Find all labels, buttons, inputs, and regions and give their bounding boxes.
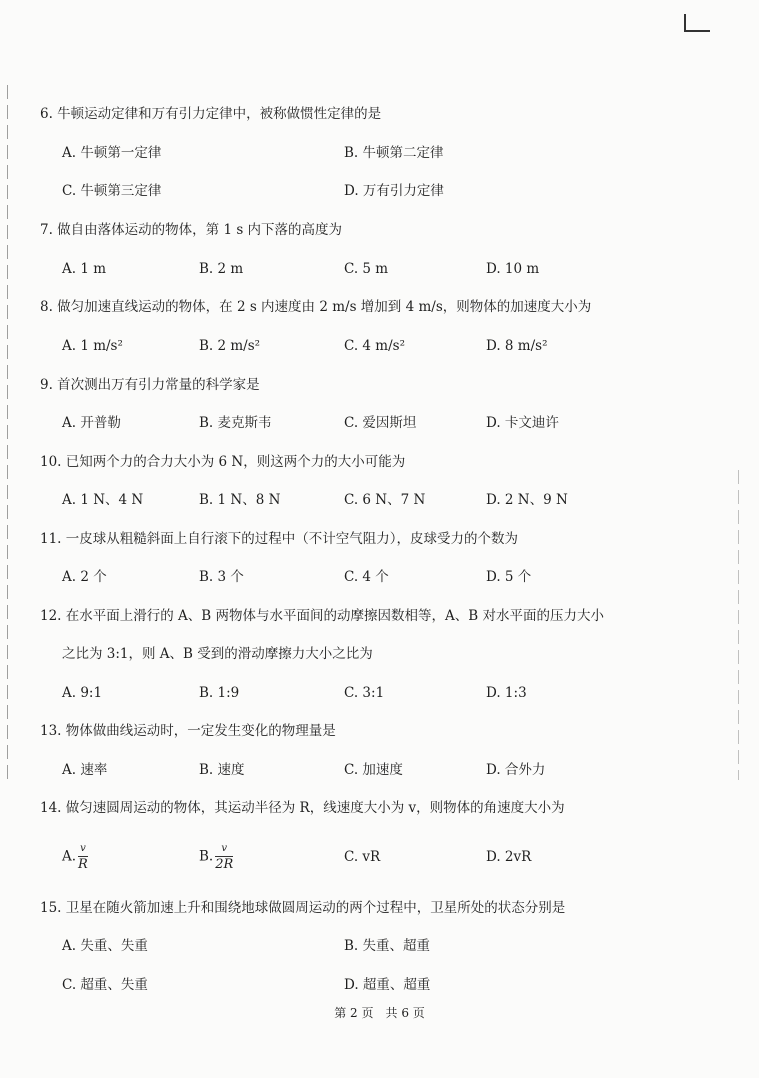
fraction-denominator: 2R	[215, 857, 234, 872]
question-10-option-b: B. 1 N、8 N	[199, 492, 281, 508]
question-9-option-b: B. 麦克斯韦	[199, 415, 272, 431]
question-6-option-a: A. 牛顿第一定律	[62, 145, 162, 161]
question-10-option-d: D. 2 N、9 N	[486, 492, 568, 508]
question-15-option-b: B. 失重、超重	[344, 938, 431, 954]
question-15-option-a: A. 失重、失重	[62, 938, 148, 954]
question-11-option-b: B. 3 个	[199, 569, 244, 585]
fraction-denominator: R	[78, 857, 88, 872]
question-8-stem: 8. 做匀加速直线运动的物体，在 2 s 内速度由 2 m/s 增加到 4 m/s，则物体的加速度大小为	[40, 299, 592, 315]
question-12-option-b: B. 1:9	[199, 685, 240, 701]
question-9-option-d: D. 卡文迪许	[486, 415, 559, 431]
question-6-option-d: D. 万有引力定律	[344, 183, 444, 199]
question-13-option-d: D. 合外力	[486, 762, 546, 778]
question-7-option-a: A. 1 m	[62, 261, 107, 277]
question-10-stem: 10. 已知两个力的合力大小为 6 N，则这两个力的大小可能为	[40, 454, 406, 470]
binding-line-left	[7, 85, 8, 785]
question-11-option-c: C. 4 个	[344, 569, 389, 585]
question-14-option-d: D. 2vR	[486, 849, 532, 865]
corner-mark	[684, 14, 710, 32]
option-b-fraction	[215, 842, 233, 872]
question-15-option-c: C. 超重、失重	[62, 977, 148, 993]
fraction-numerator: v	[80, 843, 86, 854]
option-b-label: B.	[199, 848, 214, 865]
question-14-option-a	[62, 842, 88, 872]
question-7-option-b: B. 2 m	[199, 261, 244, 277]
question-12-stem-continued: 之比为 3:1，则 A、B 受到的滑动摩擦力大小之比为	[62, 646, 373, 662]
question-14-stem: 14. 做匀速圆周运动的物体，其运动半径为 R，线速度大小为 v，则物体的角速度大小为	[40, 800, 565, 816]
question-12-option-a: A. 9:1	[62, 685, 103, 701]
page-footer: 第 2 页 共 6 页	[334, 1006, 425, 1020]
question-8-option-d: D. 8 m/s²	[486, 338, 548, 354]
question-7-option-d: D. 10 m	[486, 261, 540, 277]
question-14-option-b	[199, 842, 233, 872]
question-11-option-a: A. 2 个	[62, 569, 107, 585]
binding-line-right	[738, 470, 739, 780]
fraction-numerator: v	[221, 843, 228, 854]
question-9-option-a: A. 开普勒	[62, 415, 121, 431]
question-6-option-b: B. 牛顿第二定律	[344, 145, 444, 161]
question-7-stem: 7. 做自由落体运动的物体，第 1 s 内下落的高度为	[40, 222, 343, 238]
question-9-stem: 9. 首次测出万有引力常量的科学家是	[40, 377, 260, 393]
question-13-option-a: A. 速率	[62, 762, 108, 778]
question-11-option-d: D. 5 个	[486, 569, 532, 585]
question-10-option-c: C. 6 N、7 N	[344, 492, 426, 508]
question-11-stem: 11. 一皮球从粗糙斜面上自行滚下的过程中（不计空气阻力），皮球受力的个数为	[40, 531, 519, 547]
question-8-option-b: B. 2 m/s²	[199, 338, 261, 354]
question-7-option-c: C. 5 m	[344, 261, 389, 277]
question-15-stem: 15. 卫星在随火箭加速上升和围绕地球做圆周运动的两个过程中，卫星所处的状态分别是	[40, 900, 566, 916]
question-15-option-d: D. 超重、超重	[344, 977, 431, 993]
question-6-option-c: C. 牛顿第三定律	[62, 183, 162, 199]
option-a-label: A.	[62, 848, 77, 865]
question-12-option-c: C. 3:1	[344, 685, 385, 701]
option-a-fraction	[78, 842, 88, 872]
question-8-option-c: C. 4 m/s²	[344, 338, 406, 354]
question-13-option-c: C. 加速度	[344, 762, 403, 778]
question-12-stem: 12. 在水平面上滑行的 A、B 两物体与水平面间的动摩擦因数相等，A、B 对水平面的压力大小	[40, 608, 604, 624]
question-14-option-c: C. vR	[344, 849, 381, 865]
question-9-option-c: C. 爱因斯坦	[344, 415, 417, 431]
question-6-stem: 6. 牛顿运动定律和万有引力定律中，被称做惯性定律的是	[40, 106, 382, 122]
question-12-option-d: D. 1:3	[486, 685, 527, 701]
question-8-option-a: A. 1 m/s²	[62, 338, 123, 354]
question-13-stem: 13. 物体做曲线运动时，一定发生变化的物理量是	[40, 723, 336, 739]
question-10-option-a: A. 1 N、4 N	[62, 492, 144, 508]
question-13-option-b: B. 速度	[199, 762, 245, 778]
